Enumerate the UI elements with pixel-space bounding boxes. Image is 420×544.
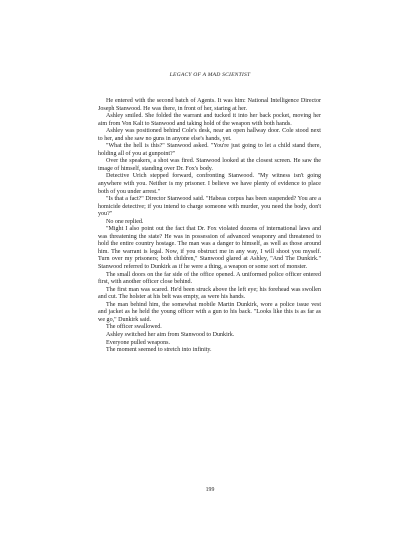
paragraph: He entered with the second batch of Agents. It was him: National Intelligence Director Joseph Stanwood. He was there, in front of her, staring at her.	[98, 98, 321, 112]
paragraph: Ashley switched her aim from Stanwood to Dunkirk.	[106, 331, 235, 338]
paragraph: Ashley was positioned behind Cole's desk, near an open hallway door. Cole stood next to her, and she saw no guns in anyone else's hands, yet.	[98, 128, 321, 142]
paragraph: Everyone pulled weapons.	[106, 339, 170, 346]
body-text	[98, 98, 321, 355]
page-number: 199	[205, 487, 215, 493]
running-head: LEGACY OF A MAD SCIENTIST	[169, 72, 251, 78]
paragraph: No one replied.	[106, 218, 144, 225]
paragraph: The man behind him, the somewhat mobile Martin Dunkirk, wore a police issue vest and jacket as he held the young officer with a gun to his back. "Looks like this is as far as we go," Dunkirk said.	[98, 301, 321, 323]
paragraph: "What the hell is this?" Stanwood asked. "You're just going to let a child stand there, holding all of you at gunpoint?"	[98, 143, 321, 157]
paragraph: The small doors on the far side of the office opened. A uniformed police officer entered first, with another officer close behind.	[98, 271, 321, 286]
paragraph: Detective Urich stepped forward, confronting Stanwood. "My witness isn't going anywhere with you. Neither is my prisoner. I believe we have plenty of evidence to place both of you under arrest."	[98, 173, 321, 195]
paragraph: "Might I also point out the fact that Dr. Fox violated dozens of international laws and was threatening the state? He was in possession of advanced weaponry and threatened to hold the entire country hostage. The man was a danger to himself, as well as those around him. The warrant is legal. Now, if you obstruct me in any way, I will shoot you myself. Turn over my prisoners; both children," Stanwood glared at Ashley, "And The Dunkirk." Stanwood referred to Dunkirk as if he were a thing, a weapon or some sort of monster.	[98, 226, 321, 271]
paragraph: The moment seemed to stretch into infinity.	[106, 347, 212, 354]
paragraph: The first man was scared. He'd been struck above the left eye; his forehead was swollen and cut. The holster at his belt was empty, as were his hands.	[98, 286, 321, 301]
paragraph: Ashley smiled. She folded the warrant and tucked it into her back pocket, moving her aim from Von Kalt to Stanwood and taking hold of the weapon with both hands.	[98, 113, 321, 127]
paragraph: Over the speakers, a shot was fired. Stanwood looked at the closest screen. He saw the image of himself, standing over Dr. Fox's body.	[98, 158, 321, 172]
paragraph: The officer swallowed.	[106, 324, 162, 331]
paragraph: "Is that a fact?" Director Stanwood said. "Habeas corpus has been suspended? You are a homicide detective; if you intend to charge someone with murder, you need the body, don't you?"	[98, 196, 321, 218]
